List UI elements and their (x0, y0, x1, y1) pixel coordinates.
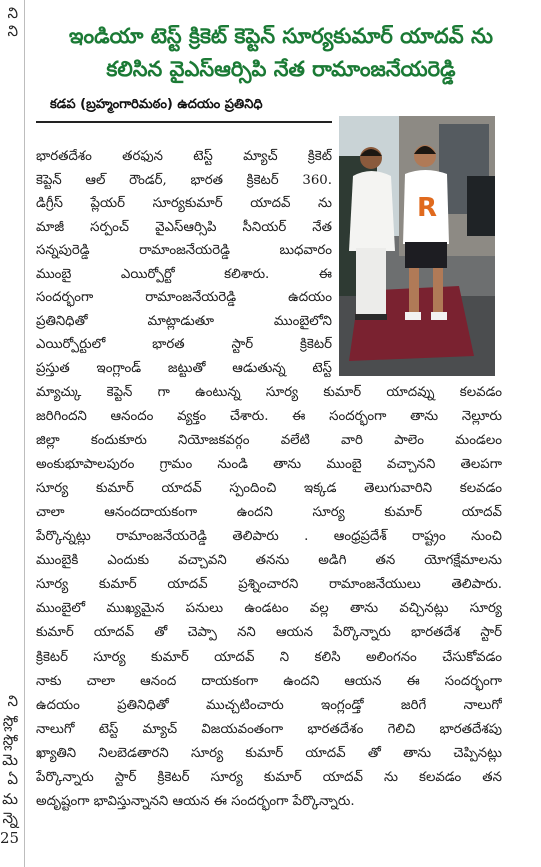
news-photo (339, 116, 495, 376)
article-line: సన్నపురెడ్డి రామాంజనేయరెడ్డి బుధవారం (36, 243, 332, 258)
article-line: నాకు చాలా ఆనంద దాయకంగా ఉందని ఆయన ఈ సందర్భంగా (36, 673, 502, 689)
headline-line-2: కలిసిన వైఎస్ఆర్సిపి నేత రామాంజనేయరెడ్డి (106, 57, 456, 81)
article-line: కుమార్ యాదవ్ తో చెప్పా నని ఆయన పేర్కొన్నారు భారతదేశ స్టార్ (36, 625, 502, 641)
article-headline (36, 20, 526, 86)
article-line: సూర్య కుమార్ యాదవ్ ప్రశ్నించారని రామాంజనేయులు తెలిపారు. (36, 577, 502, 593)
headline-line-1: ఇండియా టెస్ట్ క్రికెట్ కెప్టెన్ సూర్యకుమార్ యాదవ్ ను (69, 24, 493, 48)
photo-car (467, 176, 495, 236)
gutter-fragment: మ (2, 789, 18, 808)
gutter-fragment: స్లో (2, 711, 18, 730)
article-line: జిల్లా కందుకూరు నియోజకవర్గం వలేటి వారి పాలెం మండలం (36, 433, 502, 449)
person-1-trousers (356, 248, 386, 316)
gutter-fragment: ఏ (7, 770, 18, 788)
article-line: ఎయిర్పోర్టులో భారత స్టార్ క్రికెటర్ (36, 337, 332, 352)
article-line: చాలా ఆనందదాయకంగా ఉందని సూర్య కుమార్ యాదవ్ (36, 505, 502, 521)
article-line: అదృష్టంగా భావిస్తున్నానని ఆయన ఈ సందర్భంగా పేర్కొన్నారు. (36, 793, 355, 809)
article-line: ఖ్యాతిని నిలబెడతారని సూర్య కుమార్ యాదవ్ తో తాను చెప్పినట్లు (36, 745, 502, 761)
article-line: కెప్టెన్ ఆల్ రౌండర్, భారత క్రికెటర్ 360. (36, 172, 332, 188)
article-body-left (36, 145, 332, 380)
article-line: నాలుగో టెస్ట్ మ్యాచ్ విజయవంతంగా భారతదేశం గెలిచి భారతదేశపు (36, 721, 502, 737)
gutter-fragment: స్లో (2, 731, 18, 749)
article-line: క్రికెటర్ సూర్య కుమార్ యాదవ్ ని కలిసి అలింగనం చేసుకోవడం (36, 649, 502, 665)
article-line: డిగ్రీస్ ప్లేయర్ సూర్యకుమార్ యాదవ్ ను (36, 196, 332, 211)
gutter-fragment: ని (7, 22, 18, 40)
article-line: భారతదేశం తరఫున టెస్ట్ మ్యాచ్ క్రికెట్ (36, 149, 332, 164)
article-line: సందర్భంగా రామాంజనేయరెడ్డి ఉదయం (36, 290, 332, 305)
person-2-left-leg (409, 268, 419, 314)
gutter-fragment: 25 (0, 828, 20, 847)
article-line: ముంబై ఎయిర్పోర్టో కలిశారు. ఈ (36, 266, 332, 282)
gutter-fragment: మె (2, 750, 18, 769)
gutter-fragment: ని (7, 692, 18, 710)
gutter-fragment: న్నె (2, 809, 18, 827)
article-line: జరిగిందని ఆనందం వ్యక్తం చేశారు. ఈ సందర్భంగా తాను నెల్లూరు (36, 409, 502, 425)
article-line: అంకుభూపాలపురం గ్రామం నుండి తాను ముంబై వచ్చానని తెలపగా (36, 457, 502, 473)
article-line: ఉదయం ప్రతినిధితో ముచ్చటించారు ఇంగ్లండ్తో జరిగే నాలుగో (36, 697, 502, 713)
column-divider (24, 0, 25, 867)
article-line: ముంబైకి ఎందుకు వచ్చావని తనను అడిగి తన యోగక్షేమాలను (36, 553, 502, 569)
article-body-full (36, 381, 502, 814)
article-line: సూర్య కుమార్ యాదవ్ స్పందించి ఇక్కడ తెలుగువారిని కలవడం (36, 481, 502, 497)
adjacent-column-fragment-top (0, 4, 22, 44)
article-line: ముంబైలో ముఖ్యమైన పనులు ఉండటం వల్ల తాను వచ్చినట్లు సూర్య (36, 601, 502, 617)
article-line: పేర్కొన్నట్లు రామాంజనేయరెడ్డి తెలిపారు . ఆంధ్రప్రదేశ్ రాష్ట్రం నుంచి (36, 529, 502, 545)
article-line: పేర్కొన్నారు స్టార్ క్రికెటర్ సూర్య కుమార్ యాదవ్ ను కలవడం తన (36, 769, 502, 785)
article-line: మ్యాచ్కు కెప్టెన్ గా ఉంటున్న సూర్య కుమార్ యాదవ్ను కలవడం (36, 385, 502, 400)
person-1-shirt (349, 171, 395, 251)
person-2-right-shoe (431, 312, 447, 320)
gutter-fragment: ని (7, 4, 18, 22)
article-line: మాజీ సర్పంచ్ వైఎస్ఆర్సిపి సీనియర్ నేత (36, 219, 332, 235)
dateline-rule (36, 121, 332, 123)
person-2-left-shoe (405, 312, 421, 320)
adjacent-column-fragment-bottom (0, 692, 22, 864)
person-2-shorts (405, 242, 447, 268)
article-line: ప్రతినిధితో మాట్లాడుతూ ముంబైలోని (36, 313, 332, 329)
person-1-shoes (355, 314, 387, 320)
article-line: ప్రస్తుత ఇంగ్లాండ్ జట్టుతో ఆడుతున్న టెస్ట్ (36, 360, 332, 376)
dateline: కడప (బ్రహ్మంగారిమఠం) ఉదయం ప్రతినిధి (50, 97, 263, 112)
photo-illustration (339, 116, 495, 376)
person-2-right-leg (433, 268, 443, 314)
tshirt-logo: R (417, 193, 438, 223)
